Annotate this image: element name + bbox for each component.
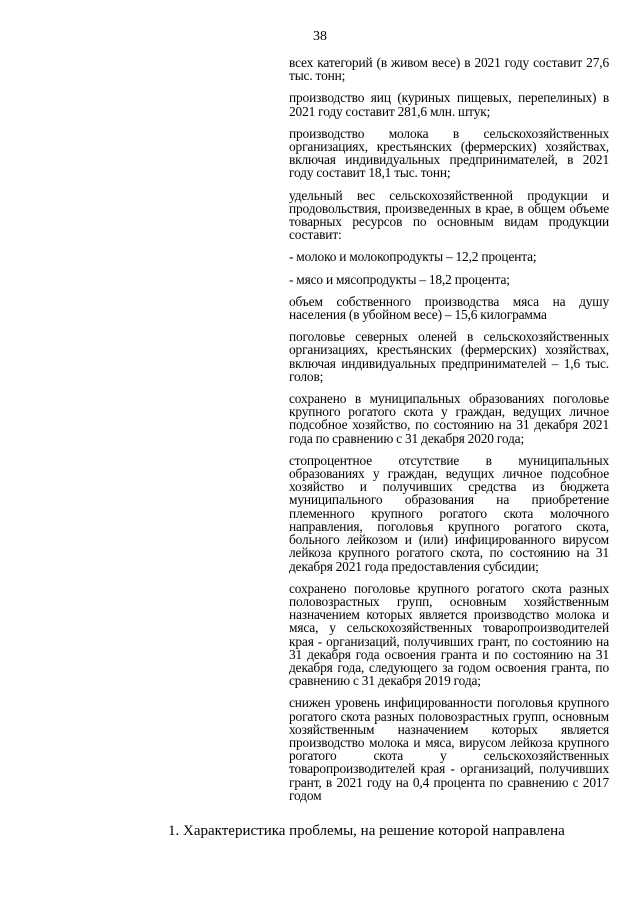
list-item: - мясо и мясопродукты – 18,2 процента; — [289, 271, 510, 287]
list-item: - молоко и молокопродукты – 12,2 процента; — [289, 249, 537, 265]
results-list — [289, 56, 609, 811]
list-item: производство яиц (куриных пищевых, перепелиных) в 2021 году составит 281,6 млн. штук; — [289, 90, 609, 119]
list-item: сохранено в муниципальных образованиях поголовье крупного рогатого скота у граждан, ведущих личное подсобное хозяйство, по состоянию на 31 декабря 2021 года по сравнению с 31 декабря 2020 года; — [289, 391, 609, 446]
list-item: стопроцентное отсутствие в муниципальных образованиях у граждан, ведущих личное подсобное хозяйство и получивших средства из бюджета муниципального образования на приобретение племенного крупного рогатого скота молочного направления, поголовья крупного рогатого скота, больного лейкозом и (или) инфицированного вирусом лейкоза крупного рогатого скота, по состоянию на 31 декабря 2021 года предоставления субсидии; — [289, 452, 609, 574]
page-number: 38 — [313, 29, 327, 44]
list-item: удельный вес сельскохозяйственной продукции и продовольствия, произведенных в крае, в общем объеме товарных ресурсов по основным видам продукции составит: — [289, 187, 609, 243]
list-item: сохранено поголовье крупного рогатого скота разных половозрастных групп, основным хозяйственным назначением которых является производство молока и мяса, у сельскохозяйственных товаропроизводителей края - организаций, получивших грант, по состоянию на 31 декабря года освоения гранта и по состоянию на 31 декабря года, следующего за годом освоения гранта, по сравнению с 31 декабря 2019 года; — [289, 580, 609, 689]
list-item: всех категорий (в живом весе) в 2021 году составит 27,6 тыс. тонн; — [289, 55, 609, 84]
section-heading: 1. Характеристика проблемы, на решение которой направлена — [168, 823, 565, 839]
list-item: объем собственного производства мяса на душу населения (в убойном весе) – 15,6 килограмма — [289, 293, 609, 323]
list-item: производство молока в сельскохозяйственных организациях, крестьянских (фермерских) хозяйствах, включая индивидуальных предпринимателей, в 2021 году составит 18,1 тыс. тонн; — [289, 125, 609, 181]
list-item: поголовье северных оленей в сельскохозяйственных организациях, крестьянских (фермерских) хозяйствах, включая индивидуальных предпринимателей – 1,6 тыс. голов; — [289, 329, 609, 384]
list-item: снижен уровень инфицированности поголовья крупного рогатого скота разных половозрастных групп, основным хозяйственным назначением которых является производство молока и мяса, вирусом лейкоза крупного рогатого скота у сельскохозяйственных товаропроизводителей края - организаций, получивших грант, в 2021 году на 0,4 процента по сравнению с 2017 годом — [289, 695, 609, 803]
